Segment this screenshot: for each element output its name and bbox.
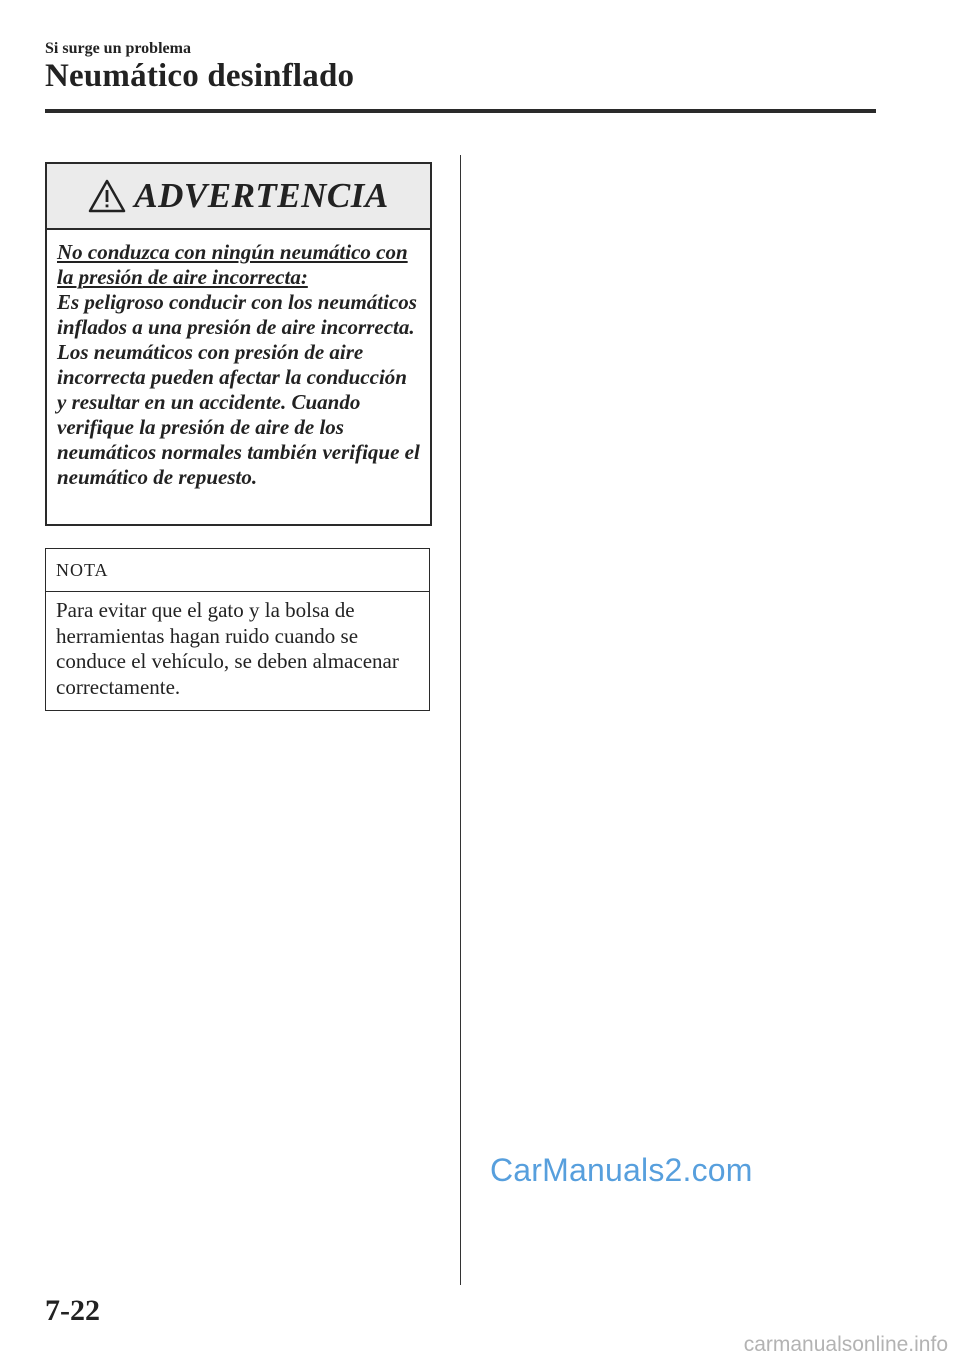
note-header: NOTA <box>46 549 429 592</box>
title-rule <box>45 109 876 113</box>
page-number: 7-22 <box>45 1294 100 1327</box>
section-label: Si surge un problema <box>45 40 191 57</box>
page-title: Neumático desinflado <box>45 58 355 94</box>
warning-heading: No conduzca con ningún neumático con la presión de aire incorrecta: <box>57 240 408 289</box>
column-divider <box>460 155 461 1285</box>
warning-triangle-icon <box>88 179 126 213</box>
footer-link[interactable]: carmanualsonline.info <box>743 1333 948 1356</box>
note-box <box>45 548 430 711</box>
warning-text: Es peligroso conducir con los neumáticos inflados a una presión de aire incorrecta. Los neumáticos con presión de aire incorrecta pueden afectar la conducción y resultar en un accidente. Cuando verifique la presión de aire de los neumáticos normales también verifique el neumático de repuesto. <box>57 290 420 489</box>
warning-box <box>45 162 432 526</box>
warning-header <box>47 164 430 230</box>
watermark: CarManuals2.com <box>490 1152 753 1188</box>
warning-body <box>47 230 430 490</box>
warning-title: ADVERTENCIA <box>134 176 389 215</box>
note-body: Para evitar que el gato y la bolsa de herramientas hagan ruido cuando se conduce el vehículo, se deben almacenar correctamente. <box>56 598 399 699</box>
